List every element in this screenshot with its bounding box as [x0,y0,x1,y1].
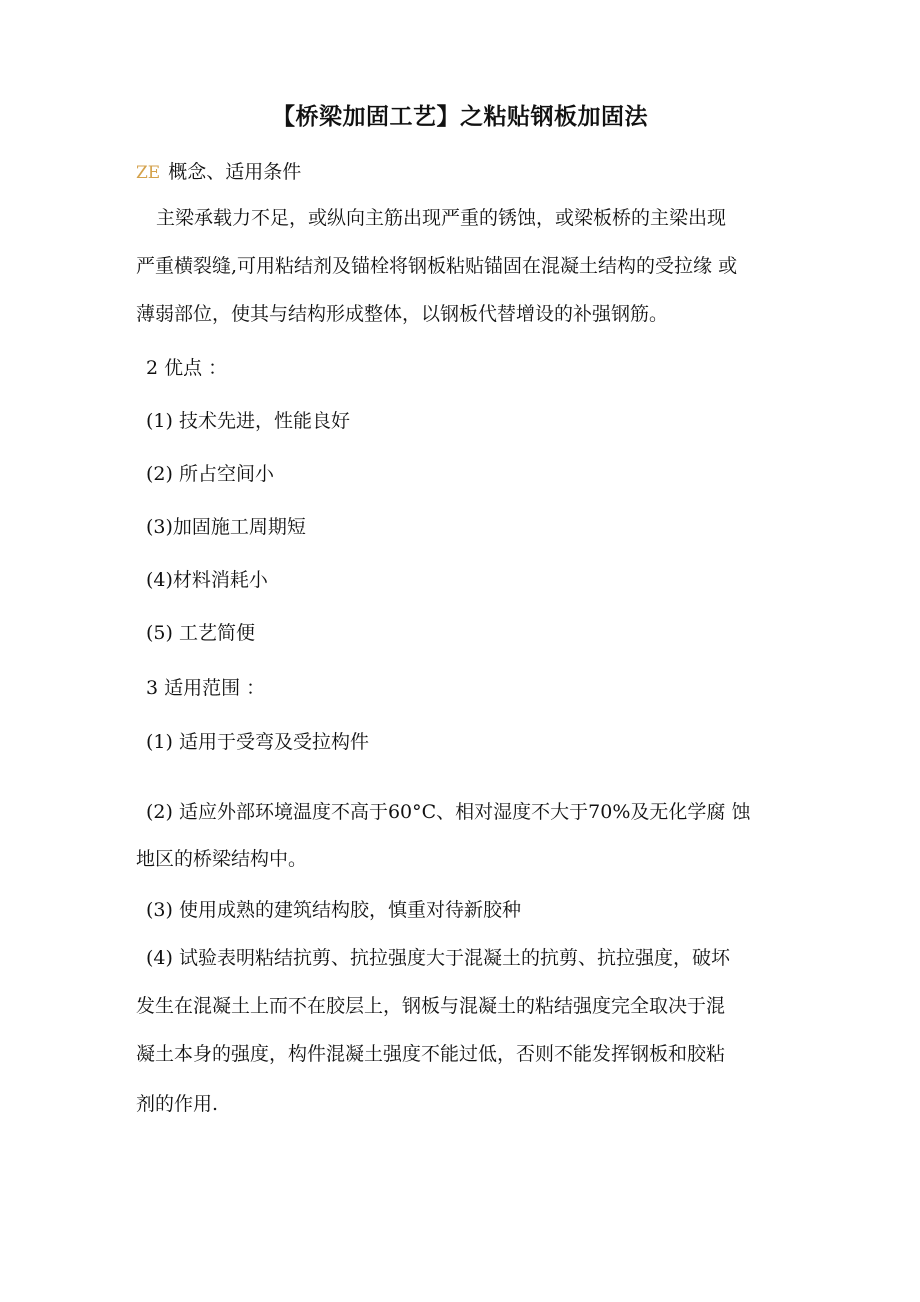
section-2-heading: 2 优点 ： [146,357,228,379]
advantage-item: (1) 技术先进，性能良好 [146,410,350,432]
scope-item-line: 剂的作用. [136,1093,219,1115]
scope-item-line: 地区的桥梁结构中。 [136,848,308,870]
advantage-item: (2) 所占空间小 [146,463,274,485]
scope-item: (1) 适用于受弯及受拉构件 [146,731,369,753]
scope-item-line: (4) 试验表明粘结抗剪、抗拉强度大于混凝土的抗剪、抗拉强度，破坏 [146,947,730,969]
section-1-para-line: 薄弱部位，使其与结构形成整体，以钢板代替增设的补强钢筋。 [136,303,669,325]
scope-item: (3) 使用成熟的建筑结构胶，慎重对待新胶种 [146,899,521,921]
scope-item-line: (2) 适应外部环境温度不高于60°C、相对湿度不大于70%及无化学腐 蚀 [146,801,751,823]
document-title: 【桥梁加固工艺】之粘贴钢板加固法 [272,103,648,130]
scope-item-line: 凝土本身的强度，构件混凝土强度不能过低，否则不能发挥钢板和胶粘 [136,1043,726,1065]
advantage-item: (3)加固施工周期短 [146,516,306,538]
section-1-marker: ZE [136,163,161,183]
advantage-item: (4)材料消耗小 [146,569,268,591]
section-1-heading [136,158,796,187]
advantage-item: (5) 工艺简便 [146,622,255,644]
section-1-heading-text: 概念、适用条件 [168,161,302,183]
section-3-heading: 3 适用范围 ： [146,677,266,699]
section-1-para-line: 主梁承载力不足，或纵向主筋出现严重的锈蚀，或梁板桥的主梁出现 [156,207,727,229]
section-1-para-line: 严重横裂缝,可用粘结剂及锚栓将钢板粘贴锚固在混凝土结构的受拉缘 或 [136,255,738,277]
scope-item-line: 发生在混凝土上而不在胶层上，钢板与混凝土的粘结强度完全取决于混 [136,995,726,1017]
